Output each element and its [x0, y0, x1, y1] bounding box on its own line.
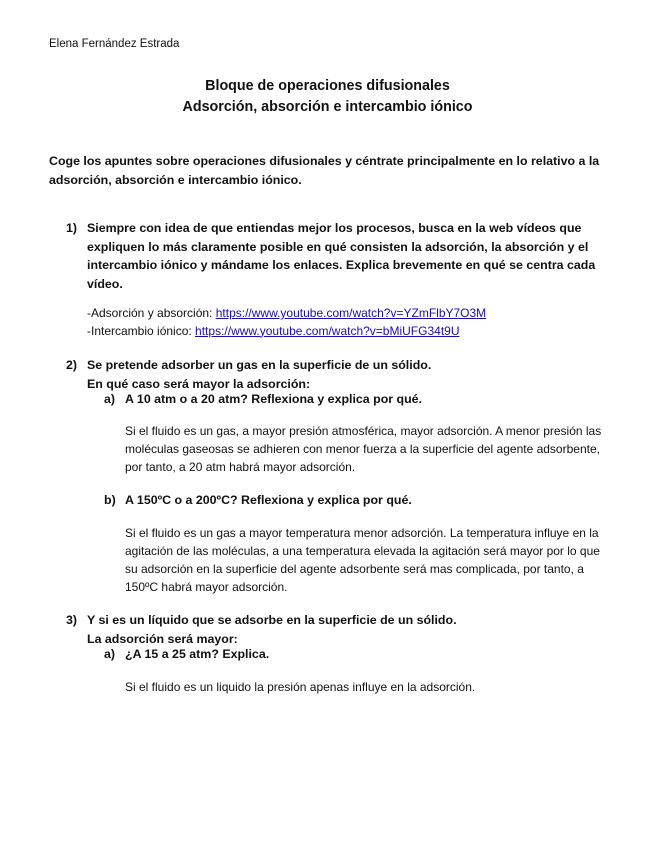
answer-2a: Si el fluido es un gas, a mayor presión atmosférica, mayor adsorción. A menor presión las moléculas gaseosas se adhieren con menor fuerza a la superficie del agente adsorbente, por tanto, a 20 atm habrá mayor adsorción. [125, 424, 602, 474]
question-2b [104, 491, 614, 510]
question-1-text: Siempre con idea de que entiendas mejor los procesos, busca en la web vídeos que expliquen lo más claramente posible en qué consisten la adsorción, la absorción y el intercambio iónico y mándame los enlaces. Explica brevemente en qué se centra cada vídeo. [87, 221, 596, 291]
video-links [87, 305, 486, 340]
link-row-intercambio [87, 323, 486, 341]
question-1 [66, 219, 621, 293]
link-label-adsorcion: -Adsorción y absorción: [87, 306, 216, 320]
question-2a-text: A 10 atm o a 20 atm? Reflexiona y explica por qué. [125, 392, 423, 406]
question-3-line-2: La adsorción será mayor: [87, 631, 238, 646]
link-label-intercambio: -Intercambio iónico: [87, 323, 196, 338]
question-3a [104, 645, 614, 664]
question-3-number: 3) [66, 613, 78, 627]
question-3-line-1: Y si es un líquido que se adsorbe en la superficie de un sólido. [87, 613, 457, 627]
question-3a-text: ¿A 15 a 25 atm? Explica. [125, 647, 270, 661]
question-1-number: 1) [66, 221, 78, 235]
link-intercambio-ionico[interactable]: https://www.youtube.com/watch?v=bMiUFG34t9U [195, 323, 460, 338]
title-line-2: Adsorción, absorción e intercambio iónico [182, 99, 473, 115]
title-line-1: Bloque de operaciones difusionales [205, 78, 450, 94]
question-3a-letter: a) [104, 647, 116, 661]
intro-paragraph: Coge los apuntes sobre operaciones difusionales y céntrate principalmente en lo relativo a la adsorción, absorción e intercambio iónico. [49, 154, 600, 187]
question-3 [66, 611, 621, 648]
question-2b-letter: b) [104, 493, 116, 507]
link-row-adsorcion [87, 305, 486, 323]
question-2b-text: A 150ºC o a 200ºC? Reflexiona y explica por qué. [125, 493, 412, 507]
author-name: Elena Fernández Estrada [49, 38, 180, 50]
link-adsorcion-absorcion[interactable]: https://www.youtube.com/watch?v=YZmFlbY7O3M [215, 306, 487, 320]
question-2-line-2: En qué caso será mayor la adsorción: [87, 376, 311, 391]
answer-2b: Si el fluido es un gas a mayor temperatura menor adsorción. La temperatura influye en la agitación de las moléculas, a una temperatura elevada la agitación será mayor por lo que su adsorción en la superficie del agente adsorbente será mas complicada, por tanto, a 150ºC habrá mayor adsorción. [125, 526, 600, 594]
question-2a [104, 390, 614, 409]
question-2a-letter: a) [104, 392, 116, 406]
question-2-line-1: Se pretende adsorber un gas en la superficie de un sólido. [87, 358, 432, 372]
question-2 [66, 356, 621, 393]
answer-3a: Si el fluido es un liquido la presión apenas influye en la adsorción. [125, 680, 476, 694]
document-title [0, 76, 655, 118]
question-2-number: 2) [66, 358, 78, 372]
